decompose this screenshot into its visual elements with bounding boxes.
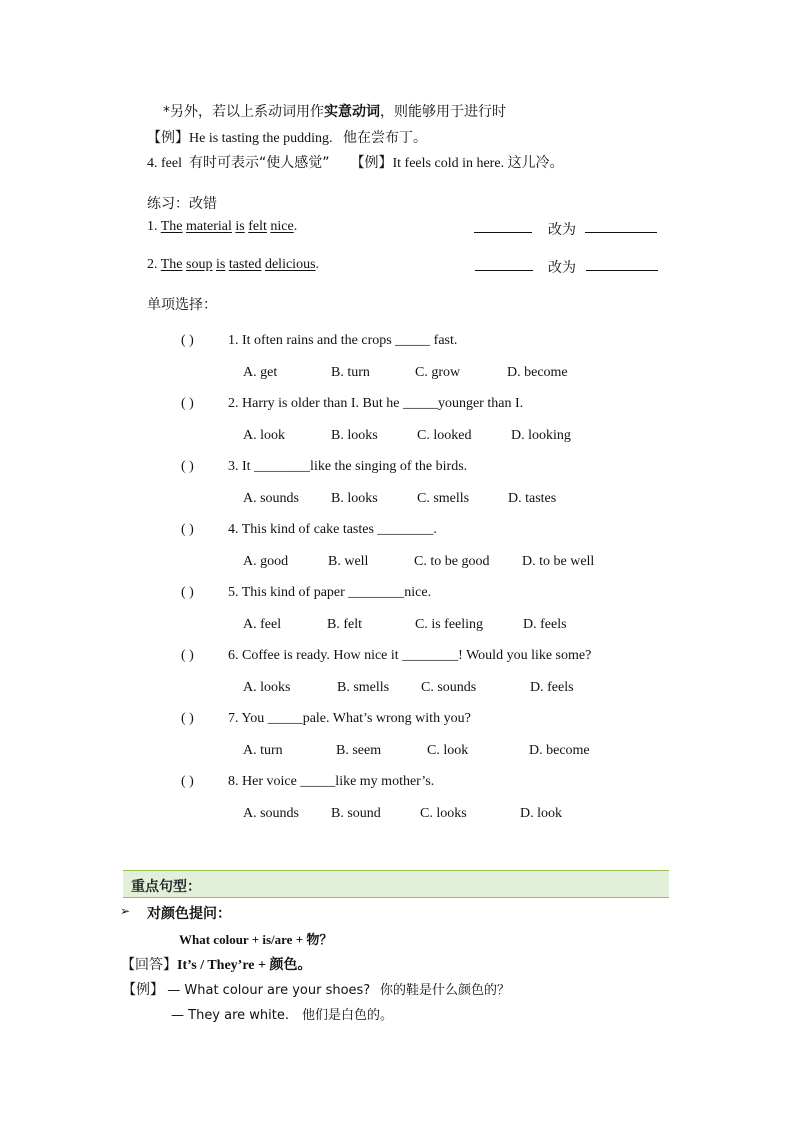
answer-paren[interactable]: ( ) <box>181 711 194 726</box>
change-label-2: 改为 <box>548 260 576 276</box>
answer-blank-2b[interactable] <box>586 258 658 276</box>
intro-note <box>163 101 506 121</box>
underlined-word: material <box>186 219 232 234</box>
example-tag: 【例】 <box>147 130 189 146</box>
dialogue-answer-chinese: 他们是白色的。 <box>302 1008 394 1023</box>
color-question-title: 对颜色提问： <box>147 906 231 922</box>
answer-paren[interactable]: ( ) <box>181 333 194 348</box>
dialogue-question-english: — What colour are your shoes? <box>167 983 371 998</box>
option-a[interactable]: A. looks <box>243 680 291 695</box>
sentence-end: . <box>293 219 298 234</box>
question-stem: 1. It often rains and the crops _____ fast. <box>228 333 458 348</box>
option-a[interactable]: A. feel <box>243 617 282 632</box>
answer-pattern: It’s / They’re + 颜色。 <box>177 958 312 973</box>
item-4-english: It feels cold in here. <box>392 156 505 171</box>
underlined-word: delicious <box>264 257 316 272</box>
option-d[interactable]: D. feels <box>523 617 567 632</box>
answer-tag: 【回答】 <box>121 957 177 973</box>
sentence-number: 1. <box>147 219 158 234</box>
dialogue-answer-english: — They are white. <box>171 1008 290 1023</box>
correction-sentence-2 <box>147 257 319 273</box>
underlined-word: The <box>160 219 183 234</box>
item-4-chinese: 这儿冷。 <box>507 155 564 171</box>
intro-note-prefix: *另外，若以上系动词用作 <box>163 104 324 120</box>
example-chinese: 他在尝布丁。 <box>343 130 427 146</box>
intro-note-bold: 实意动词 <box>324 104 380 120</box>
option-b[interactable]: B. looks <box>331 491 378 506</box>
key-sentences-title: 重点句型： <box>131 879 201 895</box>
underlined-word: is <box>215 257 226 272</box>
option-b[interactable]: B. seem <box>336 743 382 758</box>
option-d[interactable]: D. tastes <box>508 491 557 506</box>
question-stem: 7. You _____pale. What’s wrong with you? <box>228 711 471 726</box>
option-a[interactable]: A. good <box>243 554 289 569</box>
option-a[interactable]: A. sounds <box>243 491 300 506</box>
key-sentences-bar <box>123 870 669 898</box>
correction-sentence-1 <box>147 219 297 235</box>
underlined-word: tasted <box>228 257 262 272</box>
item-4-number: 4. feel <box>147 156 182 171</box>
item-4-tag: 【例】 <box>350 155 393 171</box>
question-stem: 2. Harry is older than I. But he _____younger than I. <box>228 396 524 411</box>
underlined-word: felt <box>248 219 267 234</box>
correction-heading: 练习：改错 <box>147 196 217 212</box>
item-4-line <box>147 152 564 172</box>
answer-paren[interactable]: ( ) <box>181 774 194 789</box>
answer-paren[interactable]: ( ) <box>181 648 194 663</box>
answer-blank-2a[interactable] <box>475 258 533 276</box>
option-c[interactable]: C. look <box>427 743 469 758</box>
option-b[interactable]: B. smells <box>337 680 390 695</box>
answer-blank-1a[interactable] <box>474 220 532 238</box>
underlined-word: is <box>235 219 245 234</box>
option-b[interactable]: B. well <box>328 554 369 569</box>
arrow-bullet-icon: ➢ <box>120 904 131 918</box>
question-stem: 4. This kind of cake tastes ________. <box>228 522 437 537</box>
item-4-text: 有时可表示“使人感觉” <box>188 155 330 171</box>
option-c[interactable]: C. looks <box>420 806 467 821</box>
answer-paren[interactable]: ( ) <box>181 522 194 537</box>
underlined-word: nice <box>270 219 294 234</box>
example-dialogue-answer <box>171 1004 393 1023</box>
option-c[interactable]: C. grow <box>415 365 461 380</box>
answer-blank-1b[interactable] <box>585 220 657 238</box>
answer-paren[interactable]: ( ) <box>181 396 194 411</box>
option-d[interactable]: D. look <box>520 806 562 821</box>
option-b[interactable]: B. felt <box>327 617 362 632</box>
option-d[interactable]: D. looking <box>511 428 571 443</box>
answer-paren[interactable]: ( ) <box>181 585 194 600</box>
question-stem: 8. Her voice _____like my mother’s. <box>228 774 435 789</box>
intro-note-suffix: ，则能够用于进行时 <box>380 104 506 120</box>
dialogue-question-chinese: 你的鞋是什么颜色的？ <box>379 983 510 998</box>
option-c[interactable]: C. smells <box>417 491 470 506</box>
sentence-end: . <box>315 257 320 272</box>
multiple-choice-heading: 单项选择： <box>147 297 217 313</box>
question-stem: 5. This kind of paper ________nice. <box>228 585 432 600</box>
example-dialogue-tag: 【例】 <box>122 982 164 998</box>
underlined-word: soup <box>186 257 213 272</box>
option-a[interactable]: A. sounds <box>243 806 300 821</box>
answer-paren[interactable]: ( ) <box>181 459 194 474</box>
option-d[interactable]: D. feels <box>530 680 574 695</box>
question-stem: 3. It ________like the singing of the birds. <box>228 459 468 474</box>
option-b[interactable]: B. sound <box>331 806 381 821</box>
underlined-word: The <box>160 257 183 272</box>
example-english: He is tasting the pudding. <box>189 131 333 146</box>
color-question-pattern: What colour + is/are + 物？ <box>179 932 333 947</box>
example-dialogue-question <box>122 979 510 999</box>
option-b[interactable]: B. looks <box>331 428 378 443</box>
option-d[interactable]: D. to be well <box>522 554 595 569</box>
option-c[interactable]: C. to be good <box>414 554 490 569</box>
option-d[interactable]: D. become <box>507 365 568 380</box>
change-label-1: 改为 <box>548 222 576 238</box>
option-a[interactable]: A. turn <box>243 743 283 758</box>
option-a[interactable]: A. look <box>243 428 285 443</box>
answer-pattern-line <box>121 954 312 974</box>
option-a[interactable]: A. get <box>243 365 278 380</box>
sentence-number: 2. <box>147 257 158 272</box>
option-d[interactable]: D. become <box>529 743 590 758</box>
option-c[interactable]: C. is feeling <box>415 617 484 632</box>
option-c[interactable]: C. looked <box>417 428 472 443</box>
example-line-1 <box>147 127 427 147</box>
option-c[interactable]: C. sounds <box>421 680 477 695</box>
question-stem: 6. Coffee is ready. How nice it ________! Would you like some? <box>228 648 592 663</box>
option-b[interactable]: B. turn <box>331 365 370 380</box>
